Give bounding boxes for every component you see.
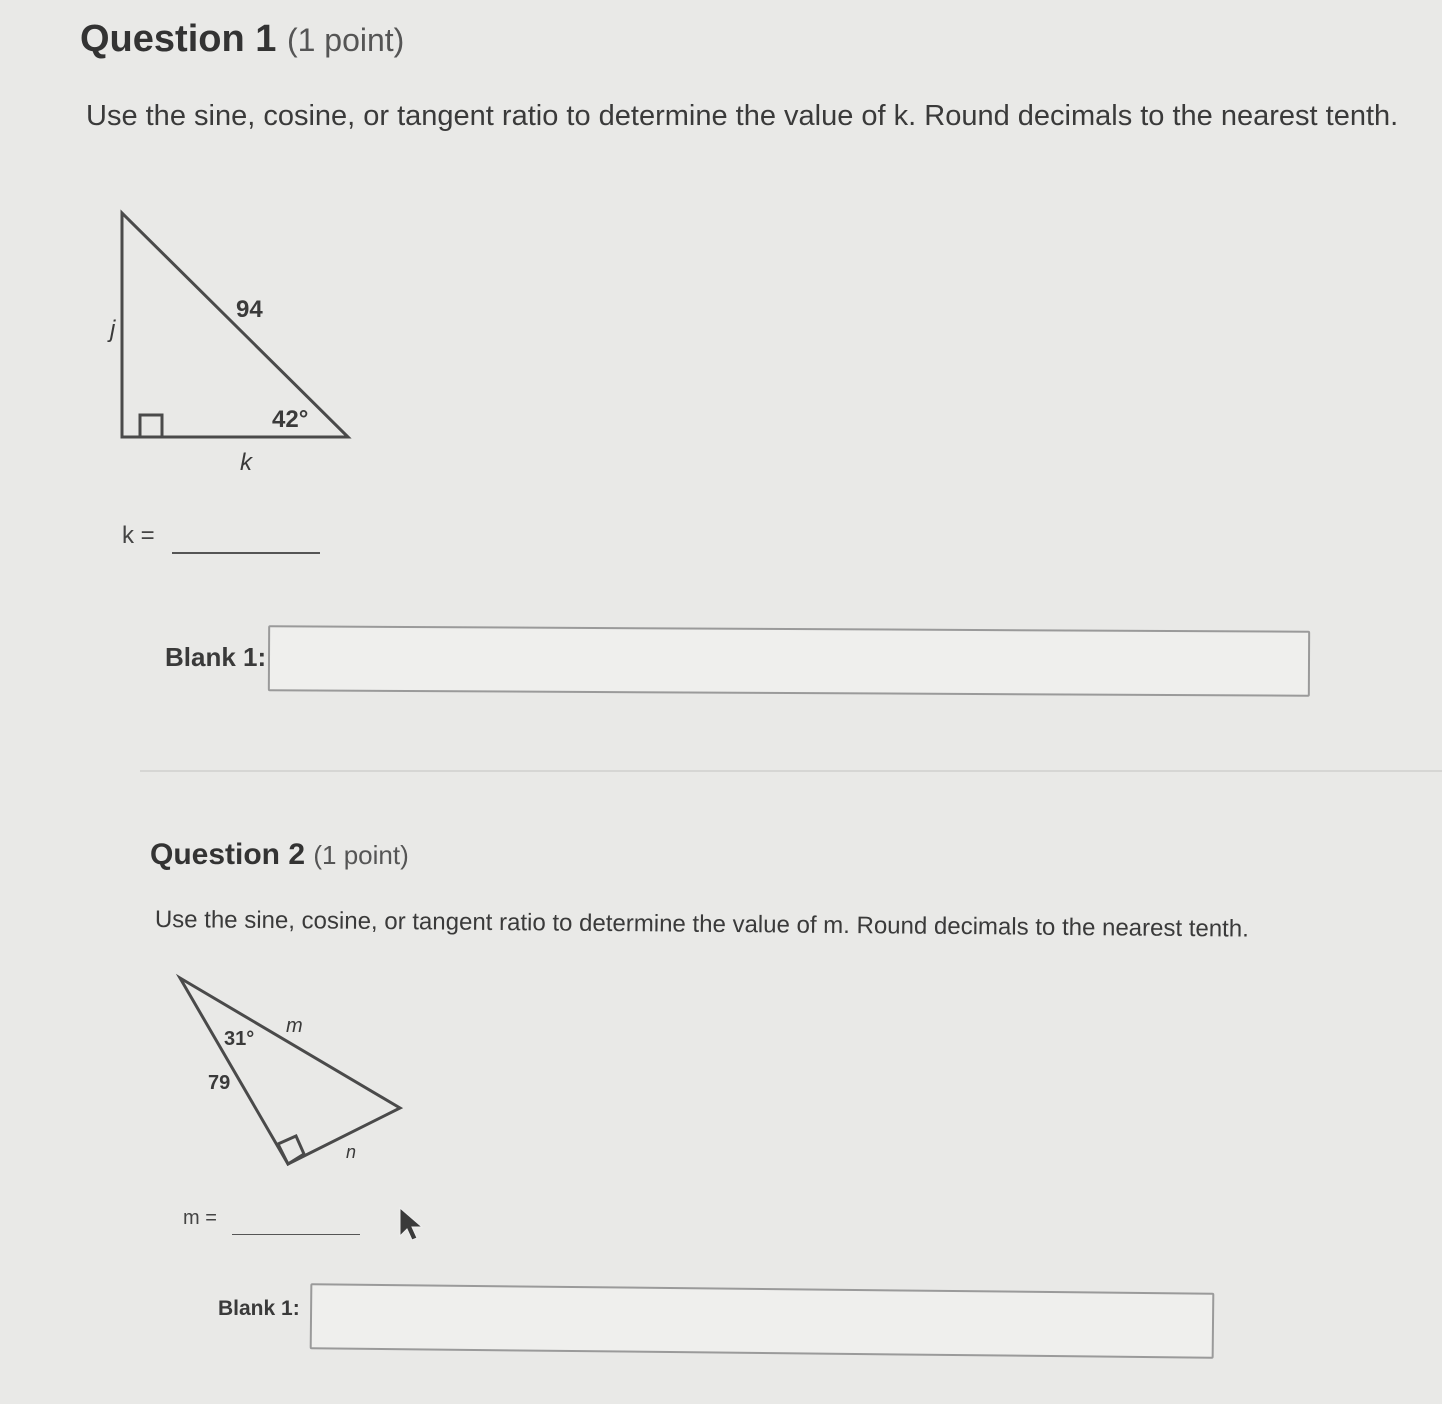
question-2-prompt: Use the sine, cosine, or tangent ratio to determine the value of m. Round decimals to the nearest tenth. bbox=[154, 906, 1249, 943]
triangle-1-angle-label: 42° bbox=[272, 406, 309, 433]
question-1-title-text: Question 1 bbox=[80, 18, 277, 60]
question-1-title bbox=[80, 18, 404, 61]
question-2-title bbox=[150, 838, 409, 872]
question-2-answer-line bbox=[232, 1234, 360, 1235]
question-1-blank-input[interactable] bbox=[268, 625, 1310, 696]
question-2-blank-label: Blank 1: bbox=[218, 1297, 300, 1320]
triangle-2-side-79-label: 79 bbox=[208, 1072, 231, 1094]
question-divider bbox=[140, 770, 1442, 772]
question-2-blank-input[interactable] bbox=[310, 1283, 1215, 1358]
question-1-equation-label: k = bbox=[122, 522, 155, 549]
question-2-triangle-diagram bbox=[170, 968, 420, 1178]
triangle-1-left-side-label: j bbox=[110, 316, 116, 343]
question-1-answer-line bbox=[172, 552, 320, 554]
triangle-2-right-angle-marker bbox=[278, 1136, 304, 1164]
mouse-cursor-icon bbox=[398, 1206, 424, 1242]
question-2-title-text: Question 2 bbox=[150, 838, 306, 871]
triangle-1-shape bbox=[122, 213, 348, 437]
triangle-2-shape bbox=[180, 978, 400, 1164]
triangle-2-side-n-label: n bbox=[346, 1142, 357, 1162]
question-2-points: (1 point) bbox=[313, 840, 409, 870]
question-1-blank-label: Blank 1: bbox=[165, 642, 267, 672]
triangle-2-angle-label: 31° bbox=[224, 1028, 255, 1050]
question-1-triangle-diagram bbox=[100, 195, 370, 485]
triangle-1-bottom-side-label: k bbox=[240, 449, 252, 476]
question-1-prompt: Use the sine, cosine, or tangent ratio to determine the value of k. Round decimals to the nearest tenth. bbox=[86, 100, 1399, 132]
triangle-1-hypotenuse-label: 94 bbox=[236, 296, 263, 323]
question-2-equation-label: m = bbox=[183, 1207, 217, 1229]
triangle-2-side-m-label: m bbox=[286, 1015, 303, 1037]
question-1-points: (1 point) bbox=[286, 22, 405, 58]
triangle-1-right-angle-marker bbox=[140, 415, 162, 437]
